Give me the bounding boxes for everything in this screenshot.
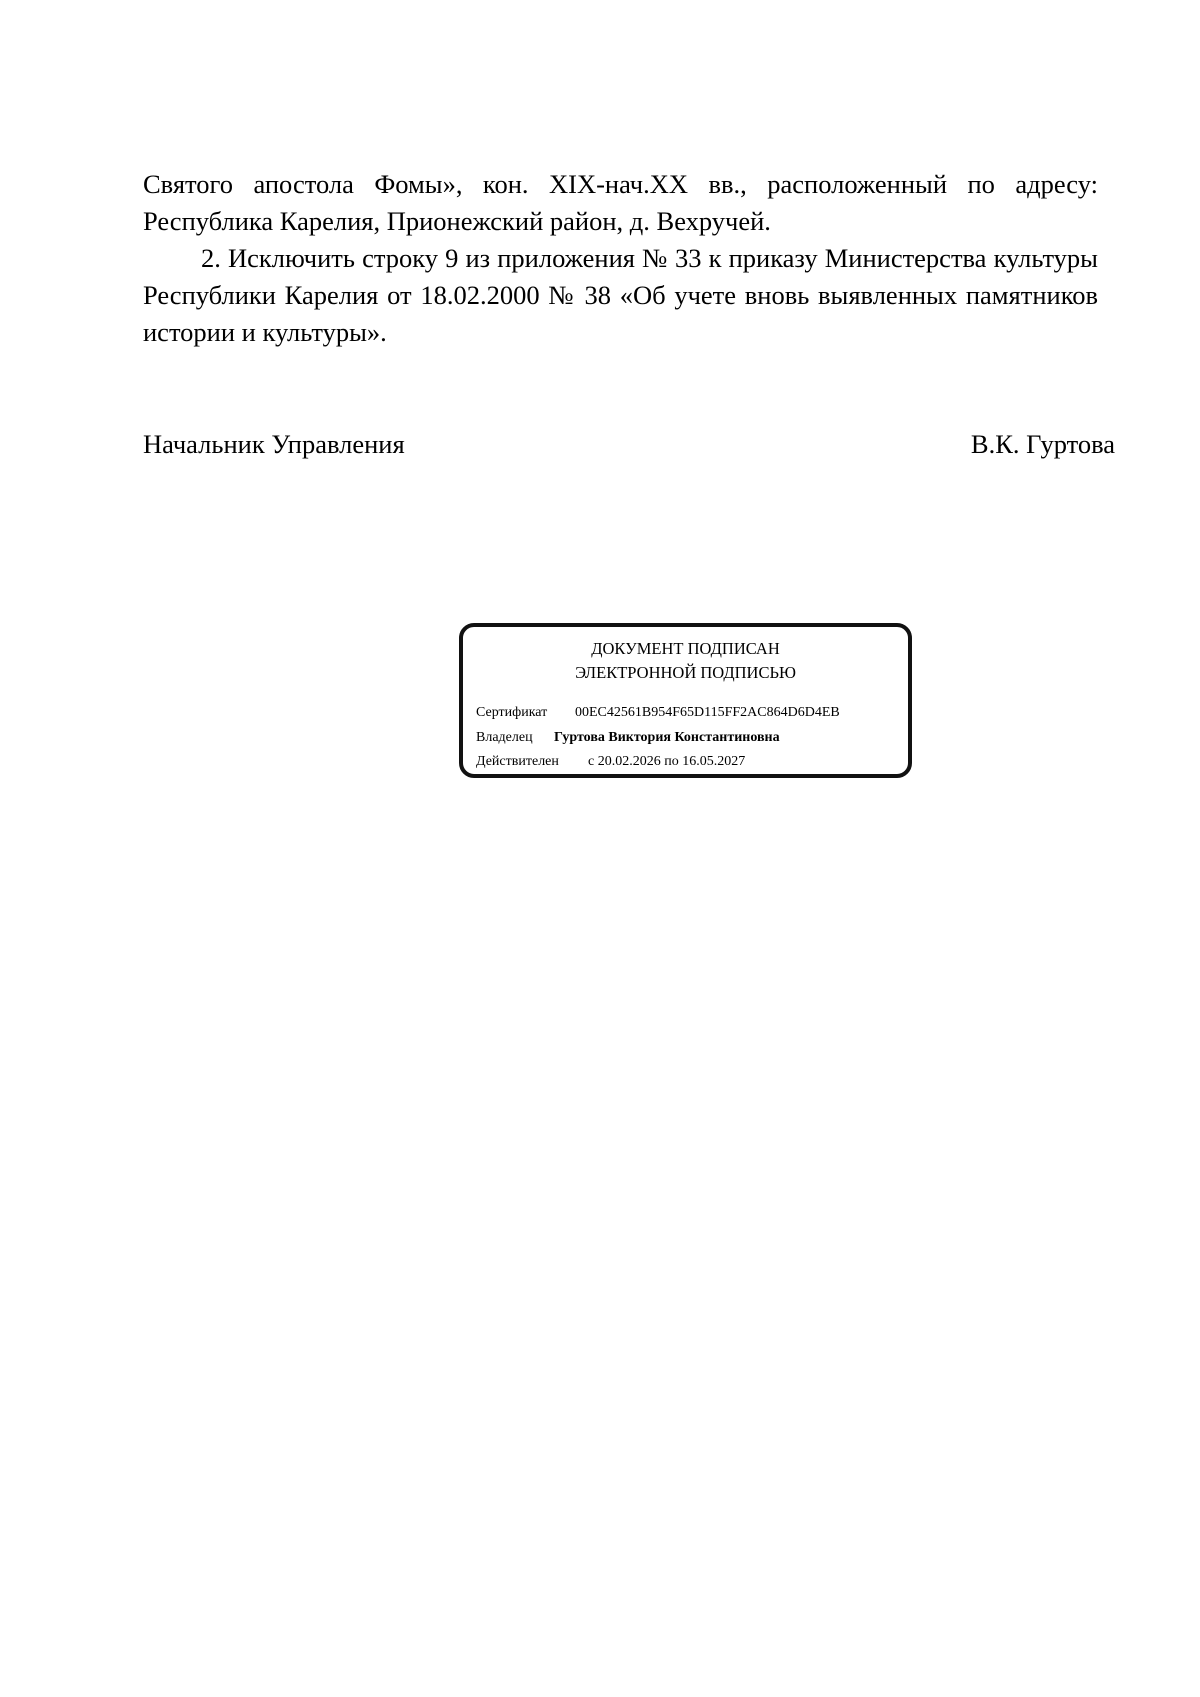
stamp-owner-row xyxy=(476,729,780,747)
stamp-title xyxy=(463,637,908,685)
owner-label: Владелец xyxy=(476,730,533,745)
stamp-title-line-2: ЭЛЕКТРОННОЙ ПОДПИСЬЮ xyxy=(575,663,796,682)
stamp-validity-row xyxy=(476,753,745,771)
paragraph-continuation: Святого апостола Фомы», кон. XIX-нач.XX вв., расположенный по адресу: Республика Карелия, Прионежский район, д. Вехручей. xyxy=(143,169,1098,236)
signer-name: В.К. Гуртова xyxy=(970,429,1115,459)
validity-label: Действителен xyxy=(476,754,559,769)
stamp-certificate-row xyxy=(476,704,840,722)
document-body xyxy=(143,166,1098,351)
certificate-label: Сертификат xyxy=(476,705,548,720)
electronic-signature-stamp xyxy=(459,623,912,778)
certificate-value: 00EC42561B954F65D115FF2AC864D6D4EB xyxy=(575,705,840,720)
signer-position: Начальник Управления xyxy=(143,429,405,459)
validity-value: с 20.02.2026 по 16.05.2027 xyxy=(588,754,746,769)
signature-block xyxy=(143,426,1115,463)
paragraph-item-2: 2. Исключить строку 9 из приложения № 33 к приказу Министерства культуры Республики Карелия от 18.02.2000 № 38 «Об учете вновь выявленных памятников истории и культуры». xyxy=(143,243,1098,347)
owner-value: Гуртова Виктория Константиновна xyxy=(554,730,780,745)
stamp-title-line-1: ДОКУМЕНТ ПОДПИСАН xyxy=(591,639,780,658)
